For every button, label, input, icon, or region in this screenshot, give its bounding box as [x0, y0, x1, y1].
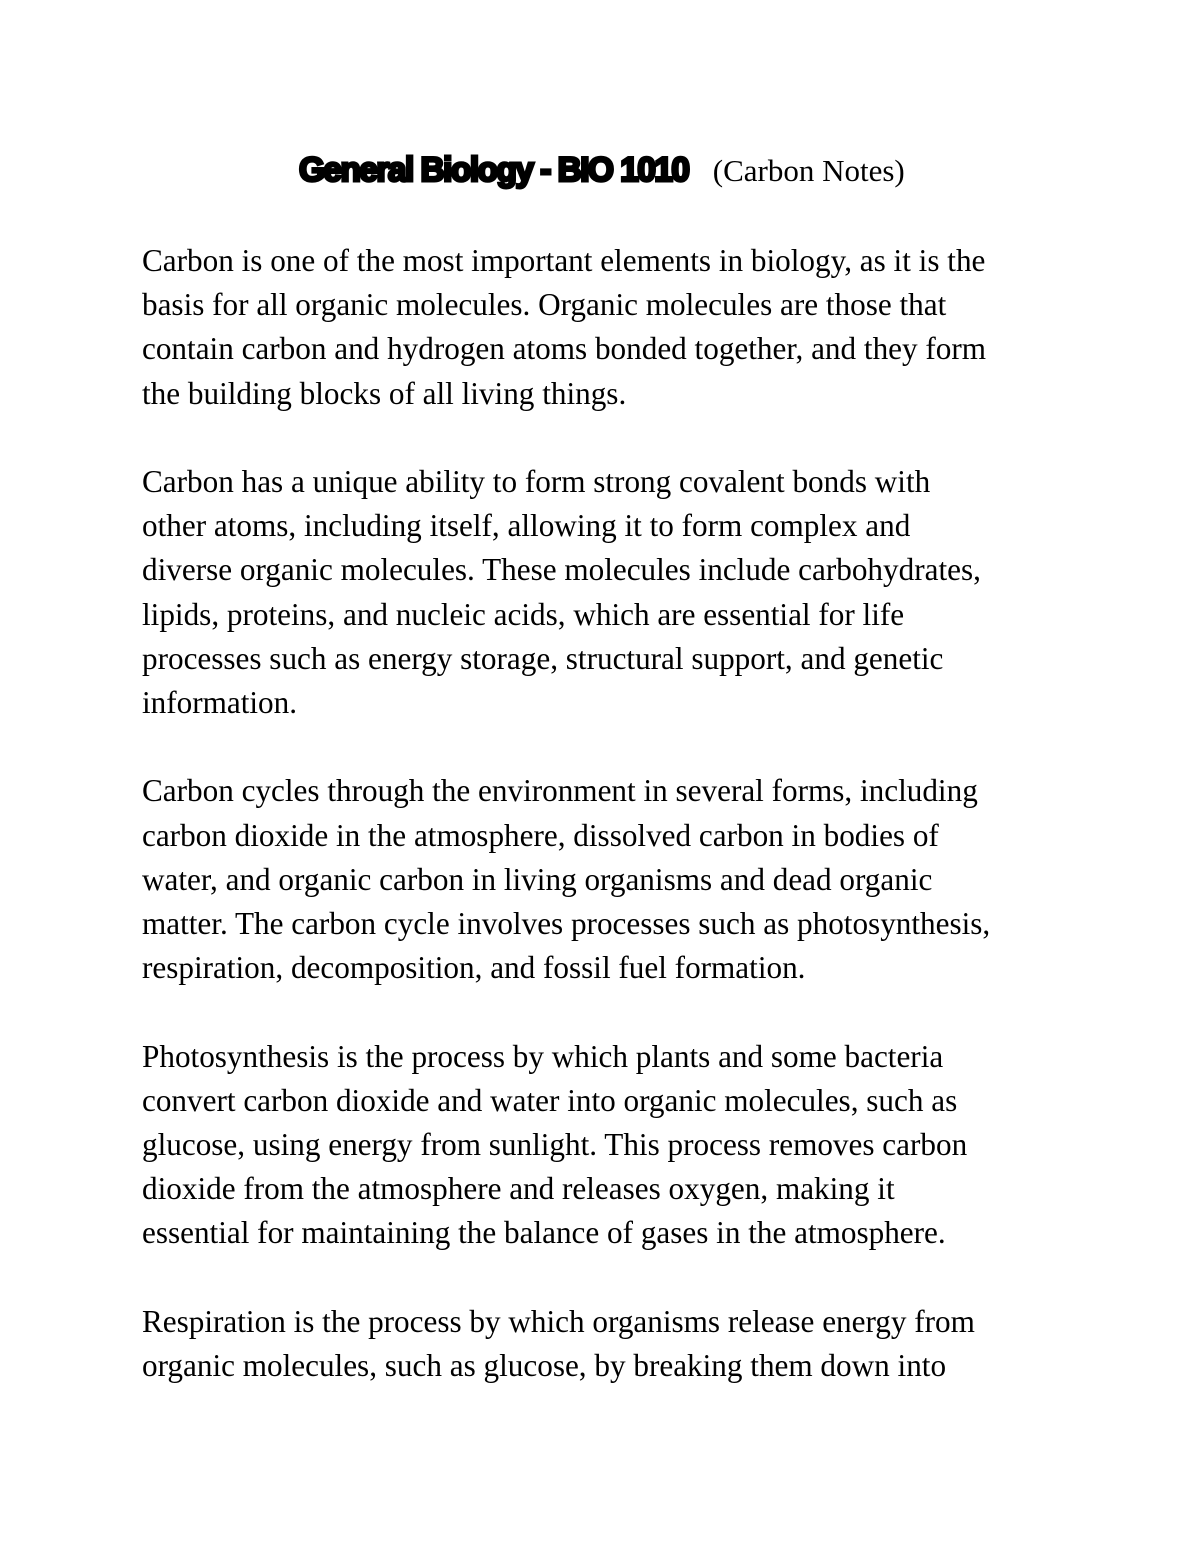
text-line: processes such as energy storage, structural support, and genetic — [142, 640, 944, 676]
text-line: dioxide from the atmosphere and releases oxygen, making it — [142, 1171, 895, 1207]
paragraph-photosynthesis — [142, 1035, 1072, 1256]
text-line: organic molecules, such as glucose, by breaking them down into — [142, 1348, 947, 1384]
text-line: matter. The carbon cycle involves processes such as photosynthesis, — [142, 906, 991, 942]
text-line: Carbon is one of the most important elements in biology, as it is the — [142, 243, 986, 278]
text-line: respiration, decomposition, and fossil fuel formation. — [142, 950, 806, 986]
document-title: General Biology - BIO 1010 — [299, 151, 689, 189]
paragraph-carbon-cycle — [142, 769, 1072, 990]
text-line: the building blocks of all living things. — [142, 375, 627, 411]
document-subtitle: (Carbon Notes) — [712, 153, 905, 188]
text-line: Carbon cycles through the environment in several forms, including — [142, 773, 978, 809]
text-line: Respiration is the process by which organisms release energy from — [142, 1303, 975, 1339]
text-line: carbon dioxide in the atmosphere, dissolved carbon in bodies of — [142, 817, 939, 853]
paragraph-covalent-bonds — [142, 460, 1072, 725]
document-title-line — [0, 142, 1200, 205]
text-line: other atoms, including itself, allowing it to form complex and — [142, 508, 911, 544]
text-line: Carbon has a unique ability to form strong covalent bonds with — [142, 464, 931, 499]
text-line: diverse organic molecules. These molecules include carbohydrates, — [142, 552, 981, 588]
paragraph-carbon-importance — [142, 239, 1072, 416]
text-line: essential for maintaining the balance of gases in the atmosphere. — [142, 1215, 946, 1251]
text-line: water, and organic carbon in living organisms and dead organic — [142, 861, 933, 897]
text-line: glucose, using energy from sunlight. This process removes carbon — [142, 1127, 968, 1163]
text-line: information. — [142, 685, 298, 721]
text-line: contain carbon and hydrogen atoms bonded together, and they form — [142, 331, 987, 367]
text-line: lipids, proteins, and nucleic acids, which are essential for life — [142, 596, 905, 632]
text-line: convert carbon dioxide and water into organic molecules, such as — [142, 1082, 958, 1118]
document-body — [142, 239, 1072, 1432]
paragraph-respiration — [142, 1300, 1072, 1388]
text-line: Photosynthesis is the process by which plants and some bacteria — [142, 1038, 944, 1074]
text-line: basis for all organic molecules. Organic molecules are those that — [142, 287, 947, 323]
